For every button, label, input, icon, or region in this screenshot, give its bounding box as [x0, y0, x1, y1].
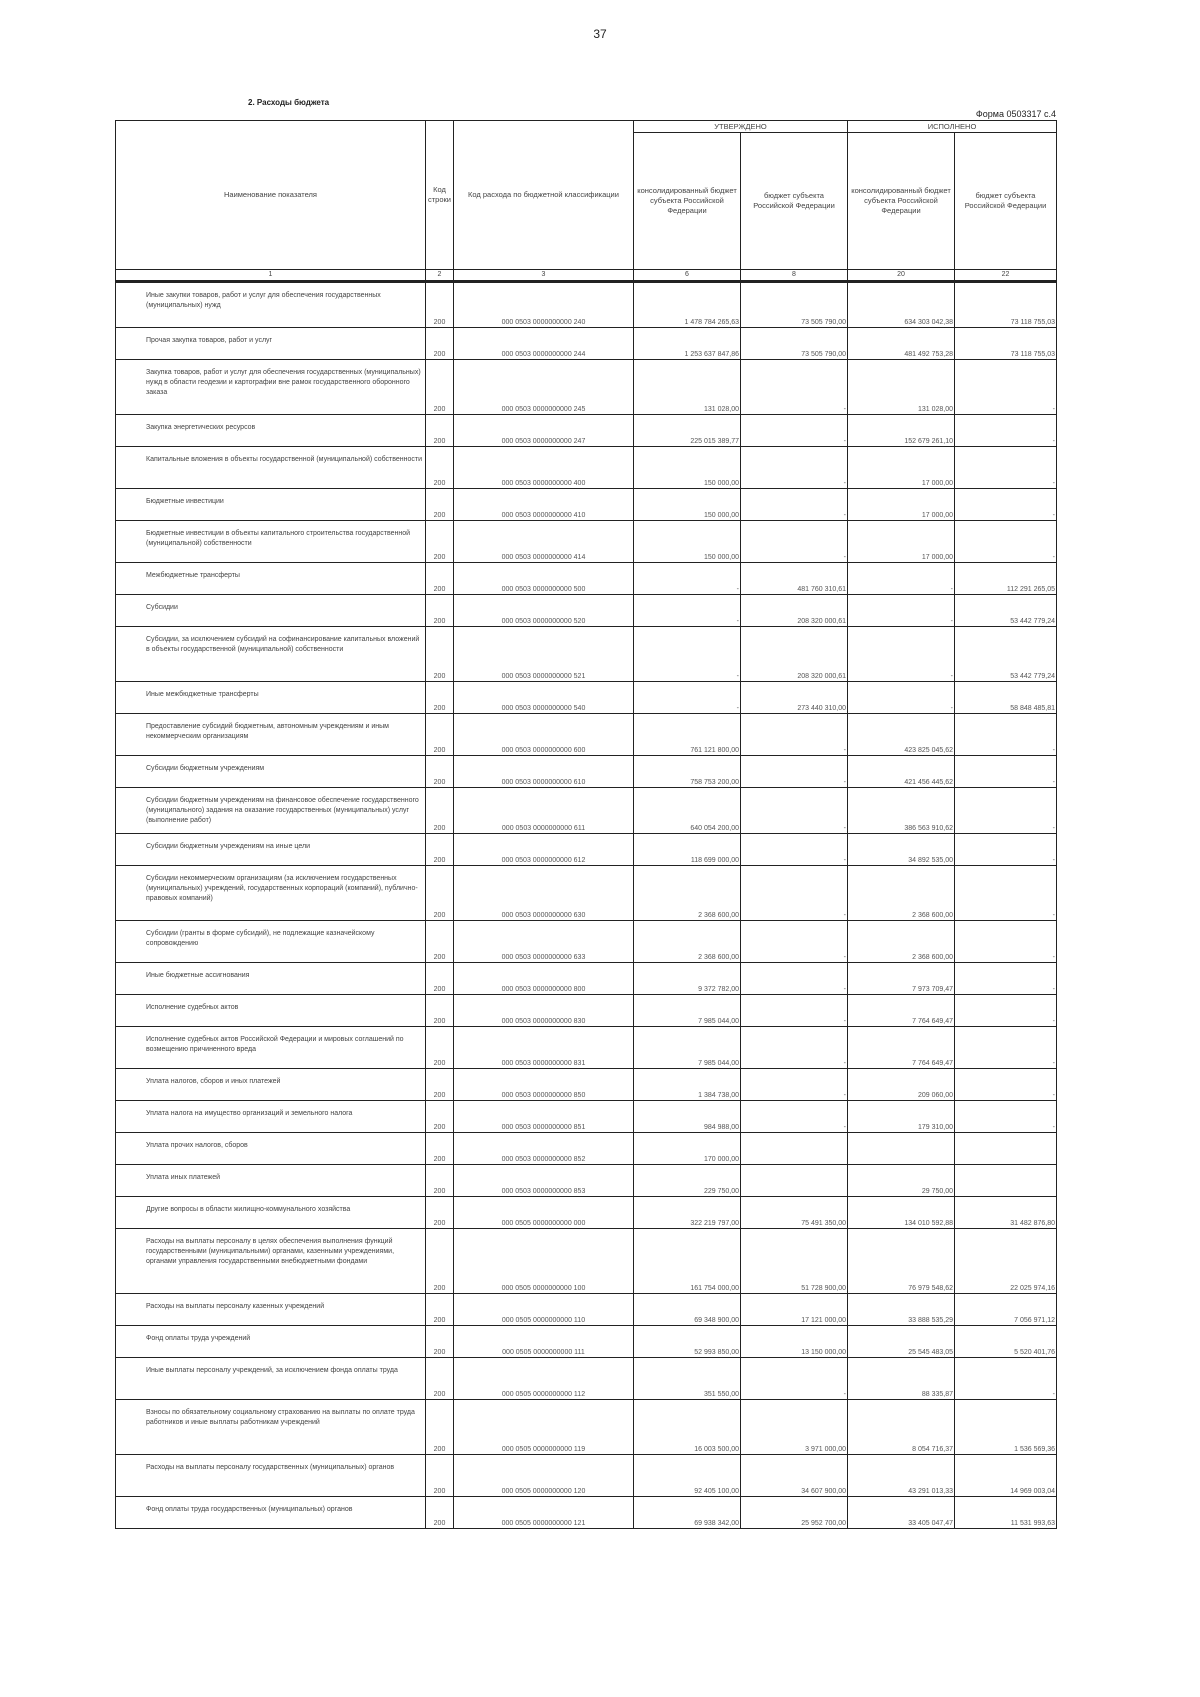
row-line-code: 200 [426, 1069, 454, 1101]
row-budget-code: 000 0503 0000000000 633 [454, 921, 634, 963]
table-row [116, 447, 1057, 489]
approved-subject-value: - [741, 1069, 848, 1101]
executed-consolidated-value: 17 000,00 [848, 521, 955, 563]
approved-subject-value: 3 971 000,00 [741, 1400, 848, 1455]
row-name: Иные межбюджетные трансферты [116, 682, 426, 714]
expenses-table [115, 120, 1057, 1529]
approved-subject-value: - [741, 866, 848, 921]
approved-consolidated-value: 984 988,00 [634, 1101, 741, 1133]
executed-consolidated-value: 152 679 261,10 [848, 415, 955, 447]
row-line-code: 200 [426, 1197, 454, 1229]
approved-consolidated-value: 69 938 342,00 [634, 1497, 741, 1529]
row-name: Расходы на выплаты персоналу государственных (муниципальных) органов [116, 1455, 426, 1497]
row-name: Расходы на выплаты персоналу в целях обеспечения выполнения функций государственными (муниципальными) органами, казенными учреждениями, органами управления государственными внебюджетными фондами [116, 1229, 426, 1294]
row-line-code: 200 [426, 447, 454, 489]
approved-subject-value: - [741, 415, 848, 447]
executed-subject-value: - [955, 921, 1057, 963]
row-budget-code: 000 0505 0000000000 100 [454, 1229, 634, 1294]
table-row [116, 1133, 1057, 1165]
executed-consolidated-value: 7 973 709,47 [848, 963, 955, 995]
executed-consolidated-value: 421 456 445,62 [848, 756, 955, 788]
header-approved-subject: бюджет субъекта Российской Федерации [741, 133, 848, 270]
executed-subject-value: - [955, 714, 1057, 756]
table-row [116, 1197, 1057, 1229]
row-line-code: 200 [426, 995, 454, 1027]
approved-consolidated-value: 16 003 500,00 [634, 1400, 741, 1455]
row-budget-code: 000 0503 0000000000 245 [454, 360, 634, 415]
approved-subject-value: 75 491 350,00 [741, 1197, 848, 1229]
executed-subject-value: - [955, 1027, 1057, 1069]
approved-consolidated-value: 2 368 600,00 [634, 866, 741, 921]
approved-subject-value: - [741, 1101, 848, 1133]
executed-consolidated-value: 386 563 910,62 [848, 788, 955, 834]
form-label: Форма 0503317 с.4 [975, 109, 1056, 119]
approved-subject-value: - [741, 963, 848, 995]
row-line-code: 200 [426, 1358, 454, 1400]
row-name: Капитальные вложения в объекты государственной (муниципальной) собственности [116, 447, 426, 489]
row-line-code: 200 [426, 714, 454, 756]
row-name: Иные закупки товаров, работ и услуг для обеспечения государственных (муниципальных) нужд [116, 282, 426, 328]
table-row [116, 1455, 1057, 1497]
approved-consolidated-value: 322 219 797,00 [634, 1197, 741, 1229]
executed-subject-value: 73 118 755,03 [955, 282, 1057, 328]
executed-subject-value: - [955, 447, 1057, 489]
executed-subject-value: - [955, 1101, 1057, 1133]
executed-consolidated-value: 88 335,87 [848, 1358, 955, 1400]
row-name: Предоставление субсидий бюджетным, автономным учреждениям и иным некоммерческим организациям [116, 714, 426, 756]
approved-subject-value [741, 1165, 848, 1197]
executed-consolidated-value: - [848, 682, 955, 714]
table-row [116, 521, 1057, 563]
row-budget-code: 000 0503 0000000000 612 [454, 834, 634, 866]
row-budget-code: 000 0503 0000000000 610 [454, 756, 634, 788]
row-budget-code: 000 0503 0000000000 410 [454, 489, 634, 521]
table-row [116, 1101, 1057, 1133]
approved-consolidated-value: 229 750,00 [634, 1165, 741, 1197]
approved-consolidated-value: 1 384 738,00 [634, 1069, 741, 1101]
row-name: Субсидии [116, 595, 426, 627]
table-row [116, 1165, 1057, 1197]
approved-consolidated-value: 150 000,00 [634, 447, 741, 489]
table-row [116, 328, 1057, 360]
executed-subject-value: 14 969 003,04 [955, 1455, 1057, 1497]
table-row [116, 1358, 1057, 1400]
table-row [116, 563, 1057, 595]
executed-subject-value: - [955, 1358, 1057, 1400]
row-name: Расходы на выплаты персоналу казенных учреждений [116, 1294, 426, 1326]
executed-consolidated-value: 634 303 042,38 [848, 282, 955, 328]
approved-subject-value: - [741, 788, 848, 834]
header-executed-subject: бюджет субъекта Российской Федерации [955, 133, 1057, 270]
executed-consolidated-value: 17 000,00 [848, 489, 955, 521]
executed-subject-value: - [955, 1069, 1057, 1101]
row-line-code: 200 [426, 682, 454, 714]
approved-subject-value: - [741, 995, 848, 1027]
approved-consolidated-value: 225 015 389,77 [634, 415, 741, 447]
row-budget-code: 000 0503 0000000000 600 [454, 714, 634, 756]
approved-consolidated-value: 9 372 782,00 [634, 963, 741, 995]
executed-subject-value: 53 442 779,24 [955, 595, 1057, 627]
row-line-code: 200 [426, 521, 454, 563]
approved-consolidated-value: 761 121 800,00 [634, 714, 741, 756]
approved-subject-value: - [741, 360, 848, 415]
executed-subject-value: 5 520 401,76 [955, 1326, 1057, 1358]
executed-subject-value: 53 442 779,24 [955, 627, 1057, 682]
row-budget-code: 000 0505 0000000000 110 [454, 1294, 634, 1326]
table-row [116, 489, 1057, 521]
approved-subject-value: 13 150 000,00 [741, 1326, 848, 1358]
approved-subject-value: 208 320 000,61 [741, 627, 848, 682]
executed-consolidated-value: 8 054 716,37 [848, 1400, 955, 1455]
header-budget-code: Код расхода по бюджетной классификации [454, 121, 634, 270]
executed-consolidated-value: 33 405 047,47 [848, 1497, 955, 1529]
header-executed: ИСПОЛНЕНО [848, 121, 1057, 133]
executed-subject-value: - [955, 963, 1057, 995]
row-line-code: 200 [426, 963, 454, 995]
row-line-code: 200 [426, 1027, 454, 1069]
approved-subject-value: 273 440 310,00 [741, 682, 848, 714]
row-budget-code: 000 0503 0000000000 831 [454, 1027, 634, 1069]
row-budget-code: 000 0503 0000000000 247 [454, 415, 634, 447]
executed-subject-value: - [955, 489, 1057, 521]
column-number: 1 [116, 270, 426, 282]
approved-subject-value: - [741, 521, 848, 563]
executed-subject-value: 73 118 755,03 [955, 328, 1057, 360]
column-number: 3 [454, 270, 634, 282]
approved-subject-value: - [741, 714, 848, 756]
executed-consolidated-value: 134 010 592,88 [848, 1197, 955, 1229]
executed-consolidated-value: - [848, 627, 955, 682]
row-name: Субсидии, за исключением субсидий на софинансирование капитальных вложений в объекты государственной (муниципальной) собственности [116, 627, 426, 682]
row-line-code: 200 [426, 1165, 454, 1197]
executed-consolidated-value: 17 000,00 [848, 447, 955, 489]
row-budget-code: 000 0503 0000000000 520 [454, 595, 634, 627]
executed-subject-value [955, 1165, 1057, 1197]
row-line-code: 200 [426, 360, 454, 415]
row-budget-code: 000 0505 0000000000 120 [454, 1455, 634, 1497]
row-name: Иные выплаты персоналу учреждений, за исключением фонда оплаты труда [116, 1358, 426, 1400]
row-name: Бюджетные инвестиции [116, 489, 426, 521]
row-name: Закупка энергетических ресурсов [116, 415, 426, 447]
row-line-code: 200 [426, 595, 454, 627]
approved-consolidated-value: - [634, 563, 741, 595]
approved-subject-value [741, 1133, 848, 1165]
row-line-code: 200 [426, 866, 454, 921]
approved-consolidated-value: 351 550,00 [634, 1358, 741, 1400]
row-budget-code: 000 0503 0000000000 414 [454, 521, 634, 563]
row-name: Субсидии бюджетным учреждениям [116, 756, 426, 788]
row-name: Другие вопросы в области жилищно-коммунального хозяйства [116, 1197, 426, 1229]
header-name: Наименование показателя [116, 121, 426, 270]
row-budget-code: 000 0503 0000000000 240 [454, 282, 634, 328]
table-row [116, 834, 1057, 866]
approved-subject-value: 481 760 310,61 [741, 563, 848, 595]
table-row [116, 921, 1057, 963]
executed-consolidated-value: 29 750,00 [848, 1165, 955, 1197]
approved-consolidated-value: 69 348 900,00 [634, 1294, 741, 1326]
executed-consolidated-value: 131 028,00 [848, 360, 955, 415]
row-budget-code: 000 0503 0000000000 400 [454, 447, 634, 489]
executed-subject-value: - [955, 521, 1057, 563]
table-row [116, 963, 1057, 995]
approved-subject-value: - [741, 1027, 848, 1069]
row-name: Субсидии бюджетным учреждениям на иные цели [116, 834, 426, 866]
approved-consolidated-value: 170 000,00 [634, 1133, 741, 1165]
executed-subject-value: 22 025 974,16 [955, 1229, 1057, 1294]
table-body [116, 282, 1057, 1529]
approved-consolidated-value: 1 253 637 847,86 [634, 328, 741, 360]
approved-consolidated-value: 131 028,00 [634, 360, 741, 415]
row-line-code: 200 [426, 489, 454, 521]
executed-subject-value: - [955, 995, 1057, 1027]
row-name: Уплата прочих налогов, сборов [116, 1133, 426, 1165]
approved-consolidated-value: 640 054 200,00 [634, 788, 741, 834]
table-row [116, 788, 1057, 834]
approved-subject-value: - [741, 1358, 848, 1400]
approved-subject-value: 208 320 000,61 [741, 595, 848, 627]
page-number: 37 [593, 27, 607, 41]
executed-consolidated-value: 209 060,00 [848, 1069, 955, 1101]
approved-subject-value: 34 607 900,00 [741, 1455, 848, 1497]
executed-consolidated-value: 34 892 535,00 [848, 834, 955, 866]
table-row [116, 415, 1057, 447]
executed-consolidated-value: 7 764 649,47 [848, 1027, 955, 1069]
column-number: 22 [955, 270, 1057, 282]
row-name: Субсидии (гранты в форме субсидий), не подлежащие казначейскому сопровождению [116, 921, 426, 963]
row-name: Уплата иных платежей [116, 1165, 426, 1197]
executed-subject-value: - [955, 415, 1057, 447]
row-line-code: 200 [426, 328, 454, 360]
executed-subject-value: 31 482 876,80 [955, 1197, 1057, 1229]
approved-subject-value: 25 952 700,00 [741, 1497, 848, 1529]
table-row [116, 1497, 1057, 1529]
row-budget-code: 000 0503 0000000000 800 [454, 963, 634, 995]
row-budget-code: 000 0505 0000000000 000 [454, 1197, 634, 1229]
approved-consolidated-value: 2 368 600,00 [634, 921, 741, 963]
approved-subject-value: 51 728 900,00 [741, 1229, 848, 1294]
executed-subject-value: 58 848 485,81 [955, 682, 1057, 714]
row-budget-code: 000 0505 0000000000 111 [454, 1326, 634, 1358]
approved-consolidated-value: 758 753 200,00 [634, 756, 741, 788]
approved-consolidated-value: 1 478 784 265,63 [634, 282, 741, 328]
table-row [116, 1229, 1057, 1294]
executed-consolidated-value: 423 825 045,62 [848, 714, 955, 756]
row-name: Иные бюджетные ассигнования [116, 963, 426, 995]
table-row [116, 714, 1057, 756]
approved-consolidated-value: 161 754 000,00 [634, 1229, 741, 1294]
header-executed-consolidated: консолидированный бюджет субъекта Российской Федерации [848, 133, 955, 270]
table-row [116, 866, 1057, 921]
row-line-code: 200 [426, 1455, 454, 1497]
table-row [116, 282, 1057, 328]
executed-consolidated-value [848, 1133, 955, 1165]
approved-consolidated-value: 7 985 044,00 [634, 995, 741, 1027]
approved-subject-value: - [741, 447, 848, 489]
table-row [116, 1294, 1057, 1326]
approved-consolidated-value: 150 000,00 [634, 521, 741, 563]
approved-subject-value: - [741, 921, 848, 963]
row-name: Фонд оплаты труда учреждений [116, 1326, 426, 1358]
row-line-code: 200 [426, 415, 454, 447]
row-line-code: 200 [426, 1294, 454, 1326]
row-line-code: 200 [426, 1133, 454, 1165]
executed-subject-value: - [955, 788, 1057, 834]
row-budget-code: 000 0503 0000000000 521 [454, 627, 634, 682]
row-line-code: 200 [426, 1497, 454, 1529]
column-number: 6 [634, 270, 741, 282]
table-row [116, 756, 1057, 788]
row-name: Уплата налога на имущество организаций и земельного налога [116, 1101, 426, 1133]
row-name: Субсидии бюджетным учреждениям на финансовое обеспечение государственного (муниципального) задания на оказание государственных (муниципальных) услуг (выполнение работ) [116, 788, 426, 834]
row-name: Взносы по обязательному социальному страхованию на выплаты по оплате труда работников и иные выплаты работникам учреждений [116, 1400, 426, 1455]
row-line-code: 200 [426, 921, 454, 963]
row-name: Фонд оплаты труда государственных (муниципальных) органов [116, 1497, 426, 1529]
column-number: 2 [426, 270, 454, 282]
column-number: 8 [741, 270, 848, 282]
table-row [116, 360, 1057, 415]
row-line-code: 200 [426, 1400, 454, 1455]
table-row [116, 595, 1057, 627]
row-line-code: 200 [426, 627, 454, 682]
executed-subject-value: 11 531 993,63 [955, 1497, 1057, 1529]
table-row [116, 1400, 1057, 1455]
row-budget-code: 000 0503 0000000000 852 [454, 1133, 634, 1165]
executed-subject-value: - [955, 866, 1057, 921]
approved-subject-value: 17 121 000,00 [741, 1294, 848, 1326]
row-budget-code: 000 0503 0000000000 540 [454, 682, 634, 714]
row-name: Закупка товаров, работ и услуг для обеспечения государственных (муниципальных) нужд в области геодезии и картографии вне рамок государственного оборонного заказа [116, 360, 426, 415]
executed-subject-value: - [955, 834, 1057, 866]
executed-subject-value [955, 1133, 1057, 1165]
row-line-code: 200 [426, 1101, 454, 1133]
section-title: 2. Расходы бюджета [248, 98, 330, 107]
executed-consolidated-value: 2 368 600,00 [848, 921, 955, 963]
row-budget-code: 000 0505 0000000000 121 [454, 1497, 634, 1529]
executed-subject-value: - [955, 756, 1057, 788]
row-line-code: 200 [426, 563, 454, 595]
row-line-code: 200 [426, 788, 454, 834]
row-line-code: 200 [426, 282, 454, 328]
executed-consolidated-value: 7 764 649,47 [848, 995, 955, 1027]
executed-subject-value: - [955, 360, 1057, 415]
approved-consolidated-value: 52 993 850,00 [634, 1326, 741, 1358]
row-name: Исполнение судебных актов Российской Федерации и мировых соглашений по возмещению причиненного вреда [116, 1027, 426, 1069]
executed-consolidated-value: 481 492 753,28 [848, 328, 955, 360]
table-row [116, 995, 1057, 1027]
header-approved-consolidated: консолидированный бюджет субъекта Российской Федерации [634, 133, 741, 270]
row-budget-code: 000 0505 0000000000 119 [454, 1400, 634, 1455]
approved-subject-value: 73 505 790,00 [741, 282, 848, 328]
executed-consolidated-value: 33 888 535,29 [848, 1294, 955, 1326]
executed-consolidated-value: 76 979 548,62 [848, 1229, 955, 1294]
row-budget-code: 000 0503 0000000000 630 [454, 866, 634, 921]
approved-consolidated-value: 7 985 044,00 [634, 1027, 741, 1069]
row-name: Уплата налогов, сборов и иных платежей [116, 1069, 426, 1101]
executed-consolidated-value: 2 368 600,00 [848, 866, 955, 921]
row-budget-code: 000 0503 0000000000 830 [454, 995, 634, 1027]
approved-subject-value: - [741, 834, 848, 866]
executed-consolidated-value: - [848, 595, 955, 627]
row-name: Прочая закупка товаров, работ и услуг [116, 328, 426, 360]
row-line-code: 200 [426, 756, 454, 788]
row-budget-code: 000 0503 0000000000 611 [454, 788, 634, 834]
executed-subject-value: 1 536 569,36 [955, 1400, 1057, 1455]
approved-subject-value: - [741, 489, 848, 521]
row-budget-code: 000 0503 0000000000 853 [454, 1165, 634, 1197]
table-row [116, 1326, 1057, 1358]
table-row [116, 682, 1057, 714]
executed-consolidated-value: 179 310,00 [848, 1101, 955, 1133]
row-line-code: 200 [426, 834, 454, 866]
table-row [116, 627, 1057, 682]
row-budget-code: 000 0503 0000000000 500 [454, 563, 634, 595]
row-line-code: 200 [426, 1229, 454, 1294]
row-name: Исполнение судебных актов [116, 995, 426, 1027]
row-budget-code: 000 0503 0000000000 850 [454, 1069, 634, 1101]
table-row [116, 1069, 1057, 1101]
row-budget-code: 000 0505 0000000000 112 [454, 1358, 634, 1400]
approved-subject-value: - [741, 756, 848, 788]
row-line-code: 200 [426, 1326, 454, 1358]
column-number: 20 [848, 270, 955, 282]
executed-subject-value: 7 056 971,12 [955, 1294, 1057, 1326]
approved-consolidated-value: - [634, 627, 741, 682]
executed-consolidated-value: - [848, 563, 955, 595]
executed-consolidated-value: 25 545 483,05 [848, 1326, 955, 1358]
approved-consolidated-value: 118 699 000,00 [634, 834, 741, 866]
approved-consolidated-value: - [634, 595, 741, 627]
row-budget-code: 000 0503 0000000000 851 [454, 1101, 634, 1133]
approved-subject-value: 73 505 790,00 [741, 328, 848, 360]
approved-consolidated-value: 150 000,00 [634, 489, 741, 521]
header-approved: УТВЕРЖДЕНО [634, 121, 848, 133]
header-line-code: Код строки [426, 121, 454, 270]
row-name: Межбюджетные трансферты [116, 563, 426, 595]
approved-consolidated-value: 92 405 100,00 [634, 1455, 741, 1497]
row-budget-code: 000 0503 0000000000 244 [454, 328, 634, 360]
row-name: Субсидии некоммерческим организациям (за исключением государственных (муниципальных) учреждений, государственных корпораций (компаний), публично-правовых компаний) [116, 866, 426, 921]
approved-consolidated-value: - [634, 682, 741, 714]
executed-consolidated-value: 43 291 013,33 [848, 1455, 955, 1497]
executed-subject-value: 112 291 265,05 [955, 563, 1057, 595]
table-row [116, 1027, 1057, 1069]
row-name: Бюджетные инвестиции в объекты капитального строительства государственной (муниципальной) собственности [116, 521, 426, 563]
